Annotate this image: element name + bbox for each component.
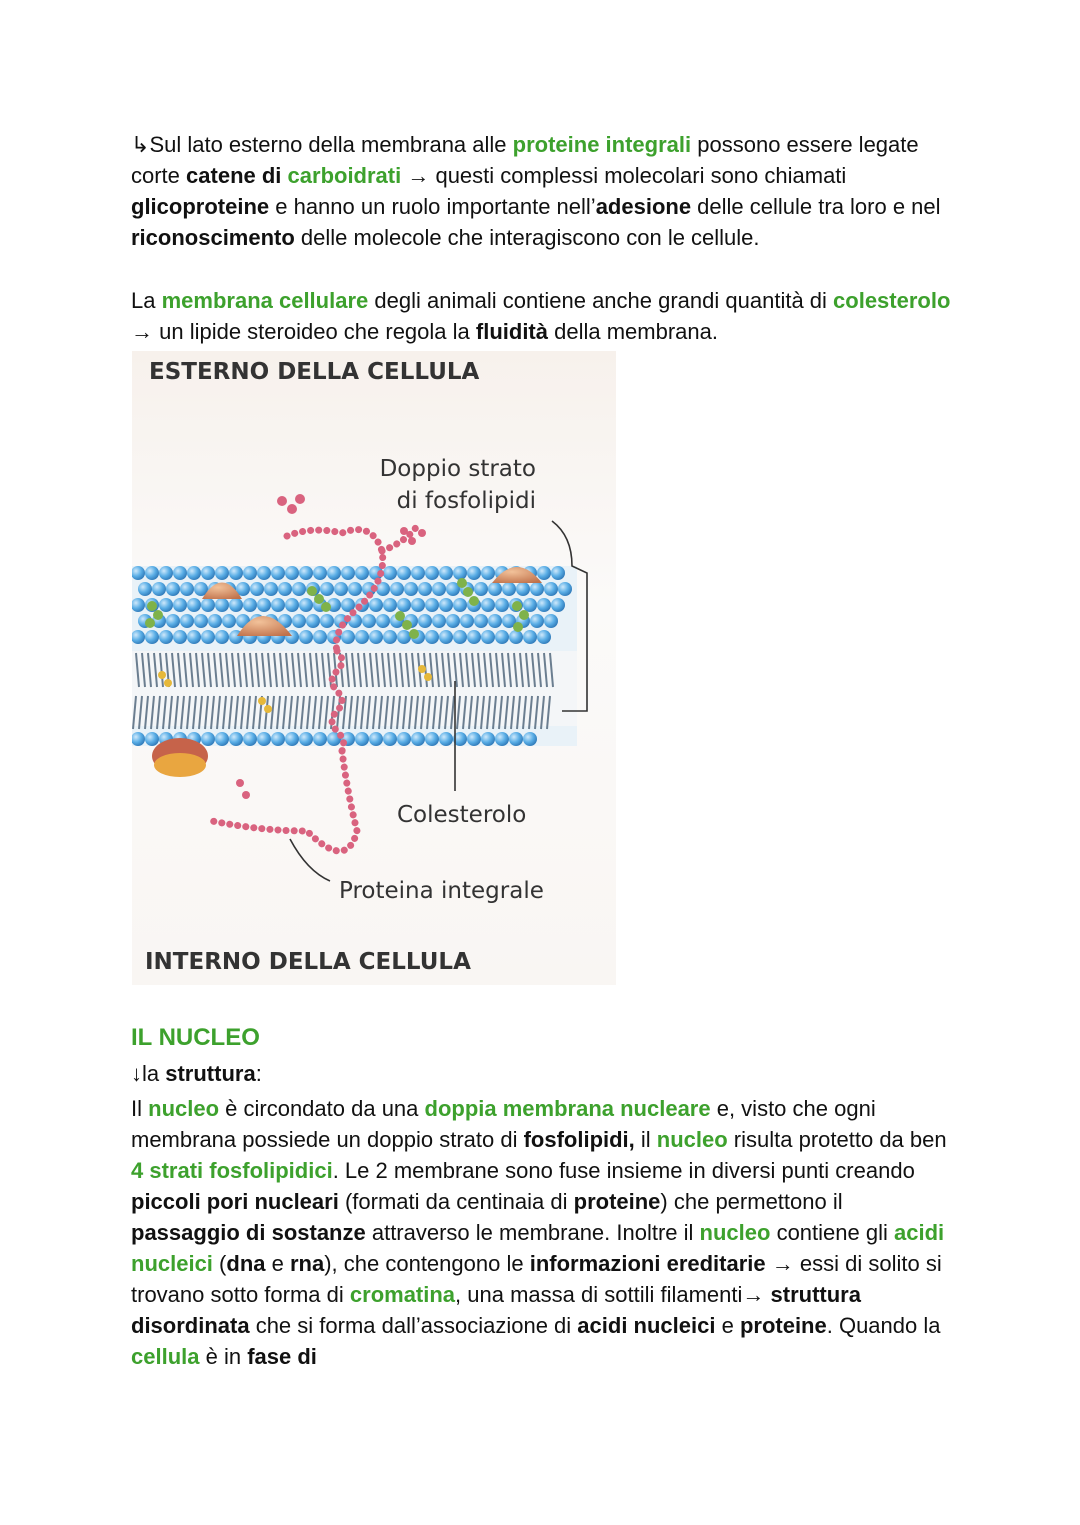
phospholipid-head (313, 630, 327, 644)
phospholipid-head (432, 582, 446, 596)
phospholipid-head (418, 582, 432, 596)
phospholipid-head (523, 598, 537, 612)
hook-arrow-icon: ↳ (131, 132, 150, 157)
phospholipid-head (320, 614, 334, 628)
phospholipid-head (439, 732, 453, 746)
phospholipid-head (383, 566, 397, 580)
phospholipid-head (537, 630, 551, 644)
label-integral-protein: Proteina integrale (339, 878, 544, 904)
membrane-figure (132, 351, 616, 985)
phospholipid-head (215, 630, 229, 644)
phospholipid-head (313, 732, 327, 746)
phospholipid-head (180, 582, 194, 596)
phospholipid-head (425, 566, 439, 580)
phospholipid-head (320, 582, 334, 596)
phospholipid-head (271, 598, 285, 612)
phospholipid-head (376, 614, 390, 628)
phospholipid-head (145, 732, 159, 746)
phospholipid-head (390, 582, 404, 596)
phospholipid-head (488, 614, 502, 628)
phospholipid-head (453, 630, 467, 644)
phospholipid-head (271, 566, 285, 580)
subheading: ↓la struttura: (131, 1061, 262, 1086)
phospholipid-head (292, 582, 306, 596)
phospholipid-head (159, 566, 173, 580)
phospholipid-head (509, 732, 523, 746)
phospholipid-head (306, 614, 320, 628)
phospholipid-head (439, 630, 453, 644)
phospholipid-head (187, 598, 201, 612)
phospholipid-head (530, 614, 544, 628)
phospholipid-head (481, 566, 495, 580)
phospholipid-head (243, 732, 257, 746)
label-inside-cell: INTERNO DELLA CELLULA (145, 949, 471, 975)
phospholipid-head (355, 630, 369, 644)
phospholipid-head (194, 614, 208, 628)
phospholipid-head (369, 630, 383, 644)
phospholipid-head (257, 598, 271, 612)
phospholipid-head (166, 582, 180, 596)
phospholipid-head (362, 614, 376, 628)
phospholipid-head (208, 614, 222, 628)
phospholipid-head (152, 582, 166, 596)
phospholipid-head (138, 582, 152, 596)
phospholipid-head (292, 614, 306, 628)
peripheral-protein (154, 753, 206, 777)
phospholipid-head (509, 630, 523, 644)
phospholipid-head (495, 732, 509, 746)
phospholipid-head (495, 598, 509, 612)
phospholipid-head (159, 630, 173, 644)
paragraph-glycoproteins: ↳Sul lato esterno della membrana alle proteine integrali possono essere legate corte catene di carboidrati → questi complessi molecolari sono chiamati glicoproteine e hanno un ruolo importante nell’adesione delle cellule tra loro e nel riconoscimento delle molecole che interagiscono con le cellule. (131, 132, 941, 250)
phospholipid-head (222, 614, 236, 628)
phospholipid-head (523, 732, 537, 746)
phospholipid-head (201, 598, 215, 612)
phospholipid-head (257, 566, 271, 580)
phospholipid-head (341, 630, 355, 644)
phospholipid-head (334, 582, 348, 596)
label-phospholipid-bilayer: Doppio strato di fosfolipidi (379, 456, 536, 514)
paragraph-cholesterol: La membrana cellulare degli animali contiene anche grandi quantità di colesterolo → un lipide steroideo che regola la fluidità della membrana. (131, 288, 951, 344)
phospholipid-head (397, 732, 411, 746)
phospholipid-head (467, 566, 481, 580)
phospholipid-head (537, 598, 551, 612)
phospholipid-head (481, 732, 495, 746)
phospholipid-head (481, 598, 495, 612)
phospholipid-head (278, 582, 292, 596)
phospholipid-head (215, 598, 229, 612)
phospholipid-head (215, 566, 229, 580)
phospholipid-head (285, 598, 299, 612)
phospholipid-head (264, 582, 278, 596)
phospholipid-head (481, 630, 495, 644)
phospholipid-head (432, 614, 446, 628)
phospholipid-head (474, 614, 488, 628)
phospholipid-head (166, 614, 180, 628)
phospholipid-head (299, 566, 313, 580)
phospholipid-head (439, 598, 453, 612)
down-arrow-icon: ↓ (131, 1061, 142, 1086)
phospholipid-head (418, 614, 432, 628)
phospholipid-head (215, 732, 229, 746)
paragraph-nucleus: Il nucleo è circondato da una doppia membrana nucleare e, visto che ogni membrana possiede un doppio strato di fosfolipidi, il nucleo risulta protetto da ben 4 strati fosfolipidici. Le 2 membrane sono fuse insieme in diversi punti creando piccoli pori nucleari (formati da centinaia di proteine) che permettono il passaggio di sostanze attraverso le membrane. Inoltre il nucleo contiene gli acidi nucleici (dna e rna), che contengono le informazioni ereditarie → essi di solito si trovano sotto forma di cromatina, una massa di sottili filamenti→ struttura disordinata che si forma dall’associazione di acidi nucleici e proteine. Quando la cellula è in fase di (131, 1096, 947, 1369)
phospholipid-head (173, 566, 187, 580)
phospholipid-head (173, 598, 187, 612)
section-heading: IL NUCLEO (131, 1024, 260, 1051)
phospholipid-head (467, 732, 481, 746)
label-cholesterol: Colesterolo (397, 802, 527, 828)
phospholipid-head (180, 614, 194, 628)
phospholipid-head (201, 566, 215, 580)
phospholipid-head (551, 566, 565, 580)
phospholipid-head (488, 582, 502, 596)
phospholipid-head (369, 732, 383, 746)
phospholipid-head (348, 582, 362, 596)
phospholipid-head (453, 566, 467, 580)
phospholipid-head (425, 598, 439, 612)
phospholipid-head (558, 582, 572, 596)
phospholipid-head (201, 630, 215, 644)
phospholipid-head (425, 630, 439, 644)
phospholipid-head (523, 630, 537, 644)
phospholipid-head (229, 598, 243, 612)
phospholipid-head (544, 582, 558, 596)
phospholipid-head (425, 732, 439, 746)
phospholipid-head (271, 732, 285, 746)
phospholipid-head (397, 630, 411, 644)
phospholipid-head (348, 614, 362, 628)
phospholipid-head (299, 630, 313, 644)
phospholipid-head (467, 630, 481, 644)
phospholipid-head (369, 598, 383, 612)
phospholipid-head (229, 566, 243, 580)
phospholipid-head (250, 582, 264, 596)
phospholipid-head (285, 732, 299, 746)
phospholipid-head (355, 732, 369, 746)
phospholipid-head (201, 732, 215, 746)
label-outside-cell: ESTERNO DELLA CELLULA (149, 359, 480, 385)
phospholipid-head (383, 732, 397, 746)
phospholipid-head (313, 566, 327, 580)
phospholipid-head (383, 630, 397, 644)
phospholipid-head (439, 566, 453, 580)
phospholipid-head (537, 566, 551, 580)
phospholipid-head (397, 566, 411, 580)
phospholipid-head (446, 614, 460, 628)
phospholipid-head (502, 582, 516, 596)
phospholipid-head (229, 732, 243, 746)
phospholipid-head (453, 598, 467, 612)
phospholipid-head (355, 566, 369, 580)
phospholipid-head (159, 598, 173, 612)
phospholipid-head (299, 732, 313, 746)
phospholipid-head (145, 630, 159, 644)
phospholipid-head (474, 582, 488, 596)
phospholipid-head (187, 630, 201, 644)
phospholipid-head (544, 614, 558, 628)
phospholipid-head (516, 582, 530, 596)
phospholipid-head (285, 566, 299, 580)
phospholipid-head (243, 598, 257, 612)
phospholipid-head (187, 566, 201, 580)
phospholipid-head (551, 598, 565, 612)
phospholipid-head (411, 732, 425, 746)
phospholipid-head (411, 598, 425, 612)
phospholipid-head (460, 614, 474, 628)
phospholipid-head (411, 566, 425, 580)
phospholipid-head (257, 732, 271, 746)
phospholipid-head (327, 566, 341, 580)
phospholipid-head (530, 582, 544, 596)
phospholipid-head (299, 598, 313, 612)
phospholipid-head (243, 566, 257, 580)
tail-region (132, 651, 577, 726)
phospholipid-head (404, 582, 418, 596)
phospholipid-head (145, 566, 159, 580)
phospholipid-head (495, 630, 509, 644)
phospholipid-head (341, 566, 355, 580)
phospholipid-head (173, 630, 187, 644)
phospholipid-head (383, 598, 397, 612)
phospholipid-head (397, 598, 411, 612)
